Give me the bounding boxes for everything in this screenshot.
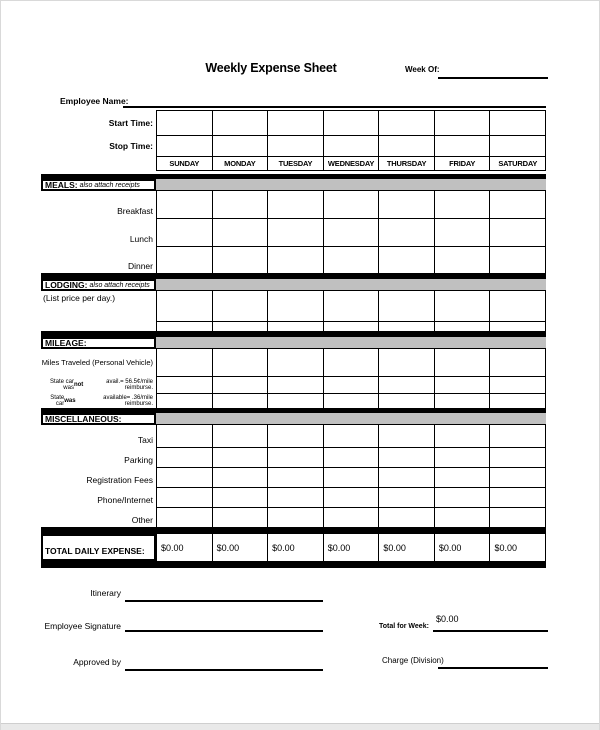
total-value: $0.00 <box>213 534 269 561</box>
day-header: SATURDAY <box>490 157 546 170</box>
employee-signature-field[interactable] <box>125 630 323 632</box>
grid-cell[interactable] <box>490 349 546 376</box>
grid-cell[interactable] <box>324 322 380 331</box>
grid-cell[interactable] <box>379 219 435 246</box>
grid-cell[interactable] <box>435 291 491 321</box>
grid-cell[interactable] <box>324 191 380 218</box>
grid-cell[interactable] <box>213 488 269 507</box>
total-bar-bottom <box>41 561 546 568</box>
registration-fees-label: Registration Fees <box>86 475 153 485</box>
day-header: FRIDAY <box>435 157 491 170</box>
grid-cell[interactable] <box>213 322 269 331</box>
grid-cell[interactable] <box>490 111 546 135</box>
grid-cell[interactable] <box>268 191 324 218</box>
taxi-row <box>41 425 546 447</box>
grid-cell[interactable] <box>435 111 491 135</box>
state-car-available-row <box>41 393 546 408</box>
total-for-week-field[interactable] <box>433 630 548 632</box>
miles-traveled-label: Miles Traveled (Personal Vehicle) <box>41 358 153 367</box>
state-car-unavailable-row <box>41 376 546 393</box>
grid-cell[interactable] <box>490 322 546 331</box>
total-value: $0.00 <box>379 534 435 561</box>
grid-cell[interactable] <box>324 291 380 321</box>
itinerary-field[interactable] <box>125 600 323 602</box>
grid-cell[interactable] <box>379 111 435 135</box>
day-header: THURSDAY <box>379 157 435 170</box>
approved-by-field[interactable] <box>125 669 323 671</box>
approved-by-label: Approved by <box>73 657 121 667</box>
mileage-title: MILEAGE: <box>45 338 87 348</box>
grid-cell[interactable] <box>213 219 269 246</box>
grid-cell[interactable] <box>435 508 491 527</box>
grid-cell[interactable] <box>435 247 491 273</box>
misc-gray-band <box>156 413 546 425</box>
stop-time-row <box>41 135 546 156</box>
grid-cell[interactable] <box>268 508 324 527</box>
meals-gray-band <box>156 179 546 191</box>
day-header-row <box>41 156 546 171</box>
grid-cell[interactable] <box>213 468 269 487</box>
grid-cell[interactable] <box>324 136 380 156</box>
grid-cell[interactable] <box>490 136 546 156</box>
phone-internet-row <box>41 487 546 507</box>
lodging-price-note: (List price per day.) <box>43 293 116 303</box>
grid-cell[interactable] <box>490 377 546 393</box>
total-value: $0.00 <box>435 534 491 561</box>
grid-cell[interactable] <box>379 468 435 487</box>
other-label: Other <box>131 515 153 525</box>
expense-table <box>41 110 546 568</box>
grid-cell[interactable] <box>435 322 491 331</box>
total-daily-expense-label: TOTAL DAILY EXPENSE: <box>41 534 156 561</box>
grid-cell[interactable] <box>379 322 435 331</box>
grid-cell[interactable] <box>379 136 435 156</box>
grid-cell[interactable] <box>490 247 546 273</box>
grid-cell[interactable] <box>435 377 491 393</box>
grid-cell[interactable] <box>268 488 324 507</box>
grid-cell[interactable] <box>324 111 380 135</box>
grid-cell[interactable] <box>324 448 380 467</box>
grid-cell[interactable] <box>213 111 269 135</box>
breakfast-label: Breakfast <box>117 206 153 216</box>
misc-title: MISCELLANEOUS: <box>45 414 122 424</box>
grid-cell[interactable] <box>213 349 269 376</box>
itinerary-label: Itinerary <box>90 588 121 598</box>
grid-cell[interactable] <box>157 191 213 218</box>
grid-cell[interactable] <box>213 291 269 321</box>
lodging-gray-band <box>156 279 546 291</box>
miles-traveled-row <box>41 349 546 376</box>
grid-cell[interactable] <box>157 394 213 408</box>
registration-fees-row <box>41 467 546 487</box>
grid-cell[interactable] <box>157 508 213 527</box>
grid-cell[interactable] <box>324 377 380 393</box>
taxi-label: Taxi <box>137 435 153 445</box>
grid-cell[interactable] <box>490 219 546 246</box>
dinner-row <box>41 246 546 273</box>
grid-cell[interactable] <box>435 191 491 218</box>
meals-note: also attach receipts <box>79 181 140 189</box>
grid-cell[interactable] <box>268 136 324 156</box>
meals-section-header <box>41 179 546 191</box>
grid-cell[interactable] <box>435 394 491 408</box>
lodging-section-label <box>41 279 156 291</box>
grid-cell[interactable] <box>379 394 435 408</box>
grid-cell[interactable] <box>268 322 324 331</box>
grid-cell[interactable] <box>490 488 546 507</box>
grid-cell[interactable] <box>213 508 269 527</box>
total-cells <box>156 534 546 561</box>
grid-cell[interactable] <box>213 191 269 218</box>
day-header: SUNDAY <box>157 157 213 170</box>
dinner-label: Dinner <box>127 261 153 271</box>
page-bottom-edge <box>1 723 599 730</box>
grid-cell[interactable] <box>213 136 269 156</box>
employee-name-label: Employee Name: <box>60 96 129 106</box>
total-bar-top <box>41 527 546 534</box>
grid-cell[interactable] <box>379 247 435 273</box>
parking-row <box>41 447 546 467</box>
grid-cell[interactable] <box>490 394 546 408</box>
grid-cell[interactable] <box>157 247 213 273</box>
grid-cell[interactable] <box>157 448 213 467</box>
phone-internet-label: Phone/Internet <box>97 495 153 505</box>
meals-section-label <box>41 179 156 191</box>
grid-cell[interactable] <box>268 291 324 321</box>
week-of-field[interactable] <box>438 77 548 79</box>
grid-cell[interactable] <box>435 468 491 487</box>
lodging-extra-row <box>41 321 546 331</box>
grid-cell[interactable] <box>435 448 491 467</box>
grid-cell[interactable] <box>379 377 435 393</box>
grid-cell[interactable] <box>490 508 546 527</box>
grid-cell[interactable] <box>157 349 213 376</box>
grid-cell[interactable] <box>435 488 491 507</box>
grid-cell[interactable] <box>213 377 269 393</box>
grid-cell[interactable] <box>213 425 269 447</box>
grid-cell[interactable] <box>157 291 213 321</box>
grid-cell[interactable] <box>157 468 213 487</box>
grid-cell[interactable] <box>379 488 435 507</box>
grid-cell[interactable] <box>379 191 435 218</box>
stop-time-label: Stop Time: <box>109 140 153 151</box>
grid-cell[interactable] <box>268 448 324 467</box>
grid-cell[interactable] <box>213 247 269 273</box>
start-time-cells <box>156 110 546 135</box>
meals-title: MEALS: <box>45 180 78 190</box>
breakfast-row <box>41 191 546 218</box>
parking-label: Parking <box>124 455 153 465</box>
grid-cell[interactable] <box>213 394 269 408</box>
charge-division-label: Charge (Division) <box>382 656 444 665</box>
grid-cell[interactable] <box>435 219 491 246</box>
lodging-section-header <box>41 279 546 291</box>
day-header: TUESDAY <box>268 157 324 170</box>
grid-cell[interactable] <box>268 394 324 408</box>
grid-cell[interactable] <box>379 291 435 321</box>
total-value: $0.00 <box>268 534 324 561</box>
grid-cell[interactable] <box>324 349 380 376</box>
grid-cell[interactable] <box>490 191 546 218</box>
grid-cell[interactable] <box>213 448 269 467</box>
grid-cell[interactable] <box>379 349 435 376</box>
grid-cell[interactable] <box>157 136 213 156</box>
page-title: Weekly Expense Sheet <box>205 61 337 75</box>
grid-cell[interactable] <box>268 349 324 376</box>
other-row <box>41 507 546 527</box>
state-car-available-label: State car was available= .36/mile reimburse. <box>50 394 153 407</box>
grid-cell[interactable] <box>157 219 213 246</box>
grid-cell[interactable] <box>157 322 213 331</box>
stop-time-cells <box>156 135 546 156</box>
grid-cell[interactable] <box>379 508 435 527</box>
day-header-cells <box>156 156 546 171</box>
total-value: $0.00 <box>490 534 546 561</box>
grid-cell[interactable] <box>268 425 324 447</box>
grid-cell[interactable] <box>490 425 546 447</box>
employee-name-field[interactable] <box>123 106 546 108</box>
grid-cell[interactable] <box>490 468 546 487</box>
grid-cell[interactable] <box>490 291 546 321</box>
grid-cell[interactable] <box>157 488 213 507</box>
charge-division-field[interactable] <box>438 667 548 669</box>
lodging-title: LODGING: <box>45 280 88 290</box>
employee-signature-label: Employee Signature <box>44 621 121 631</box>
start-time-row <box>41 110 546 135</box>
grid-cell[interactable] <box>268 377 324 393</box>
lodging-price-row <box>41 291 546 321</box>
grid-cell[interactable] <box>157 111 213 135</box>
total-for-week-label: Total for Week: <box>379 623 429 630</box>
grid-cell[interactable] <box>324 394 380 408</box>
lunch-label: Lunch <box>129 234 153 244</box>
total-daily-expense-row <box>41 534 546 561</box>
grid-cell[interactable] <box>379 448 435 467</box>
mileage-section-label <box>41 337 156 349</box>
mileage-section-header <box>41 337 546 349</box>
day-header: WEDNESDAY <box>324 157 380 170</box>
misc-section-header <box>41 413 546 425</box>
grid-cell[interactable] <box>324 488 380 507</box>
grid-cell[interactable] <box>324 247 380 273</box>
grid-cell[interactable] <box>268 468 324 487</box>
grid-cell[interactable] <box>435 349 491 376</box>
misc-section-label <box>41 413 156 425</box>
grid-cell[interactable] <box>268 111 324 135</box>
lodging-note: also attach receipts <box>89 281 150 289</box>
total-value: $0.00 <box>157 534 213 561</box>
week-of-label: Week Of: <box>405 65 440 74</box>
grid-cell[interactable] <box>324 468 380 487</box>
total-for-week-value: $0.00 <box>436 614 459 624</box>
grid-cell[interactable] <box>157 425 213 447</box>
mileage-gray-band <box>156 337 546 349</box>
grid-cell[interactable] <box>268 219 324 246</box>
grid-cell[interactable] <box>379 425 435 447</box>
total-value: $0.00 <box>324 534 380 561</box>
start-time-label: Start Time: <box>108 117 153 128</box>
grid-cell[interactable] <box>324 219 380 246</box>
day-header: MONDAY <box>213 157 269 170</box>
state-car-unavailable-label: State car was not avail.= 56.5¢/mile reimburse. <box>49 378 153 391</box>
grid-cell[interactable] <box>490 448 546 467</box>
lunch-row <box>41 218 546 246</box>
grid-cell[interactable] <box>435 136 491 156</box>
grid-cell[interactable] <box>157 377 213 393</box>
grid-cell[interactable] <box>324 425 380 447</box>
grid-cell[interactable] <box>435 425 491 447</box>
grid-cell[interactable] <box>324 508 380 527</box>
grid-cell[interactable] <box>268 247 324 273</box>
